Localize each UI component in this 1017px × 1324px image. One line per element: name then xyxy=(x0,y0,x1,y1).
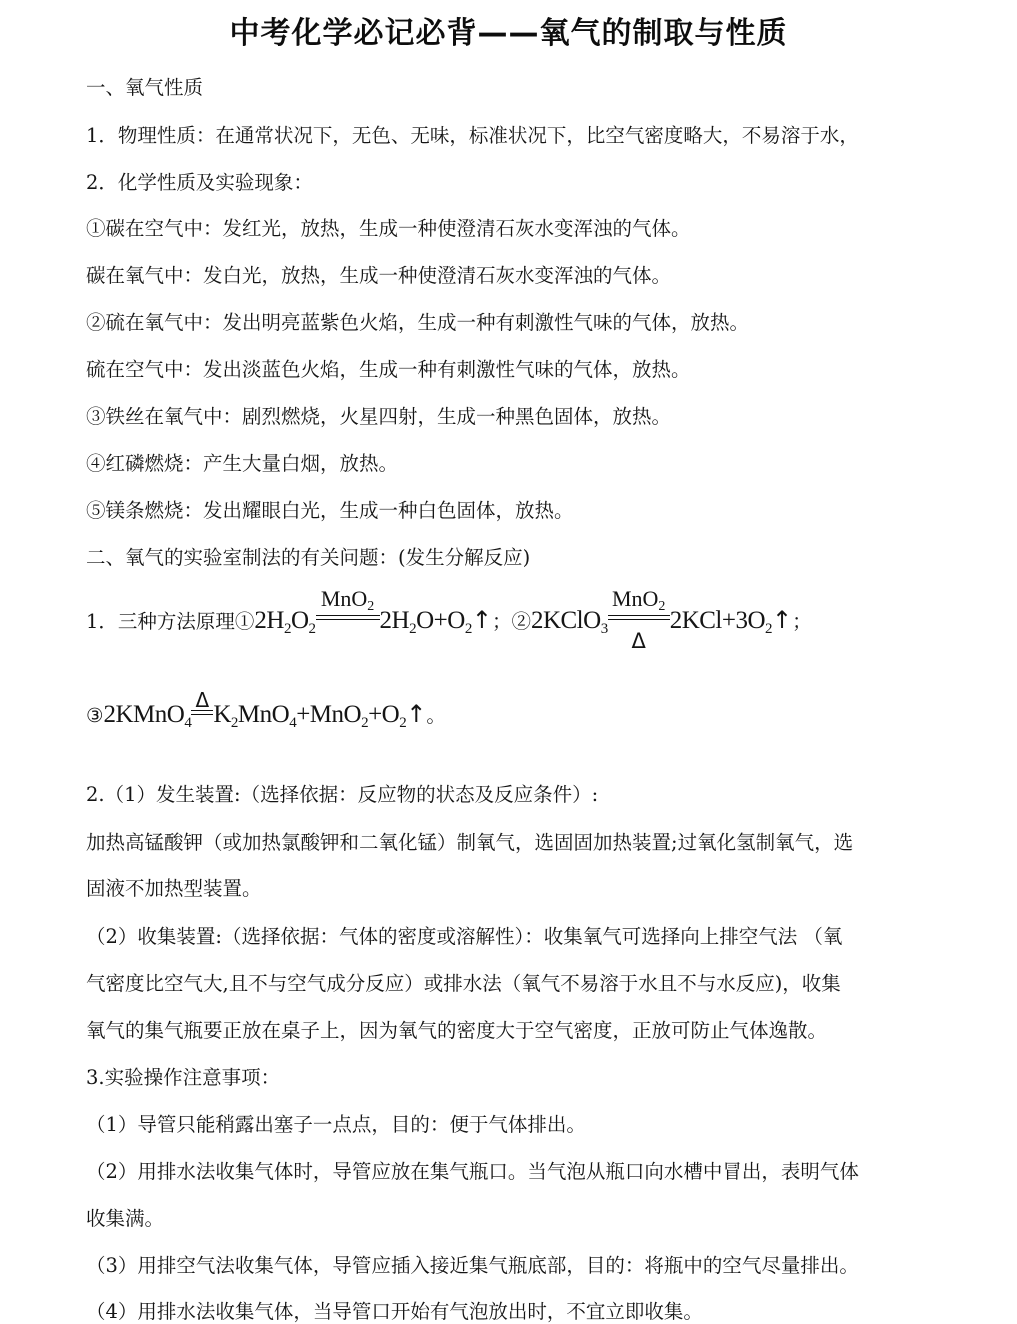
eq3-reactant: 2KMnO$_4$ xyxy=(103,701,192,731)
eq1-products: $2H_2O+O_2$ xyxy=(379,607,472,637)
eq2-catalyst: MnO$_2$ xyxy=(611,586,666,614)
collection-apparatus-text-2: 气密度比空气大,且不与空气成分反应）或排水法（氧气不易溶于水且不与水反应)，收集 xyxy=(86,972,841,995)
eq1-double-bar xyxy=(316,615,380,620)
physical-properties-line: 1．物理性质：在通常状况下，无色、无味，标准状况下，比空气密度略大，不易溶于水， xyxy=(86,124,859,147)
eq3-heat-symbol: Δ xyxy=(195,688,210,712)
note-1: （1）导管只能稍露出塞子一点点，目的：便于气体排出。 xyxy=(86,1113,586,1136)
up-arrow-icon: ↑ xyxy=(772,606,793,634)
generation-apparatus-text-2: 固液不加热型装置。 xyxy=(86,877,262,900)
carbon-in-oxygen-line: 碳在氧气中：发白光，放热，生成一种使澄清石灰水变浑浊的气体。 xyxy=(86,264,672,287)
generation-apparatus-text-1: 加热高锰酸钾（或加热氯酸钾和二氧化锰）制氧气，选固固加热装置;过氧化氢制氧气，选 xyxy=(86,831,854,854)
eq-separator-2: ； xyxy=(792,610,812,633)
collection-apparatus-text-3: 氧气的集气瓶要正放在桌子上，因为氧气的密度大于空气密度，正放可防止气体逸散。 xyxy=(86,1019,828,1042)
eq1-reactant: $2H_2O_2$ xyxy=(254,607,316,637)
equation-line-2 xyxy=(86,688,446,731)
eq3-prefix: ③ xyxy=(86,704,104,727)
sulfur-in-oxygen-line: ②硫在氧气中：发出明亮蓝紫色火焰，生成一种有刺激性气味的气体，放热。 xyxy=(86,311,750,334)
eq1-catalyst: MnO$_2$ xyxy=(320,586,375,614)
eq2-condition xyxy=(608,586,670,653)
note-3: （3）用排空气法收集气体，导管应插入接近集气瓶底部，目的：将瓶中的空气尽量排出。 xyxy=(86,1254,859,1277)
iron-wire-line: ③铁丝在氧气中：剧烈燃烧，火星四射，生成一种黑色固体，放热。 xyxy=(86,405,672,428)
eq2-products: $2KCl+3O_2$ xyxy=(669,607,773,637)
up-arrow-icon: ↑ xyxy=(471,606,492,634)
note-4: （4）用排水法收集气体，当导管口开始有气泡放出时，不宜立即收集。 xyxy=(86,1300,703,1323)
page-title: 中考化学必记必背——氧气的制取与性质 xyxy=(229,16,788,51)
eq2-double-bar xyxy=(608,615,670,620)
section-heading-oxygen-properties: 一、氧气性质 xyxy=(86,76,204,99)
eq-separator-1: ；② xyxy=(491,610,531,633)
eq-end-mark: 。 xyxy=(426,704,446,727)
section-heading-lab-preparation: 二、氧气的实验室制法的有关问题：(发生分解反应) xyxy=(86,546,531,569)
carbon-in-air-line: ①碳在空气中：发红光，放热，生成一种使澄清石灰水变浑浊的气体。 xyxy=(86,217,691,240)
eq3-condition xyxy=(191,688,213,722)
eq1-condition xyxy=(316,586,380,628)
operation-notes-heading: 3.实验操作注意事项： xyxy=(86,1066,281,1089)
magnesium-line: ⑤镁条燃烧：发出耀眼白光，生成一种白色固体，放热。 xyxy=(86,499,574,522)
red-phosphorus-line: ④红磷燃烧：产生大量白烟，放热。 xyxy=(86,452,399,475)
eq3-products: $K_2MnO_4+MnO_2+O_2$ xyxy=(213,701,407,731)
eq3-double-bar xyxy=(191,710,213,715)
generation-apparatus-heading: 2.（1）发生装置:（选择依据：反应物的状态及反应条件）: xyxy=(86,783,599,806)
equation-prefix: 1．三种方法原理① xyxy=(86,610,255,633)
note-2-line-1: （2）用排水法收集气体时，导管应放在集气瓶口。当气泡从瓶口向水槽中冒出，表明气体 xyxy=(86,1160,859,1183)
collection-apparatus-text-1: （2）收集装置:（选择依据：气体的密度或溶解性）：收集氧气可选择向上排空气法 （氧 xyxy=(86,925,843,948)
eq2-heat-symbol: Δ xyxy=(631,629,646,653)
chemical-properties-heading: 2．化学性质及实验现象： xyxy=(86,171,313,194)
up-arrow-icon: ↑ xyxy=(406,700,427,728)
note-2-line-2: 收集满。 xyxy=(86,1207,165,1230)
eq2-reactant: 2KClO$_3$ xyxy=(530,607,608,637)
sulfur-in-air-line: 硫在空气中：发出淡蓝色火焰，生成一种有刺激性气味的气体，放热。 xyxy=(86,358,691,381)
equation-line-1 xyxy=(86,586,812,653)
